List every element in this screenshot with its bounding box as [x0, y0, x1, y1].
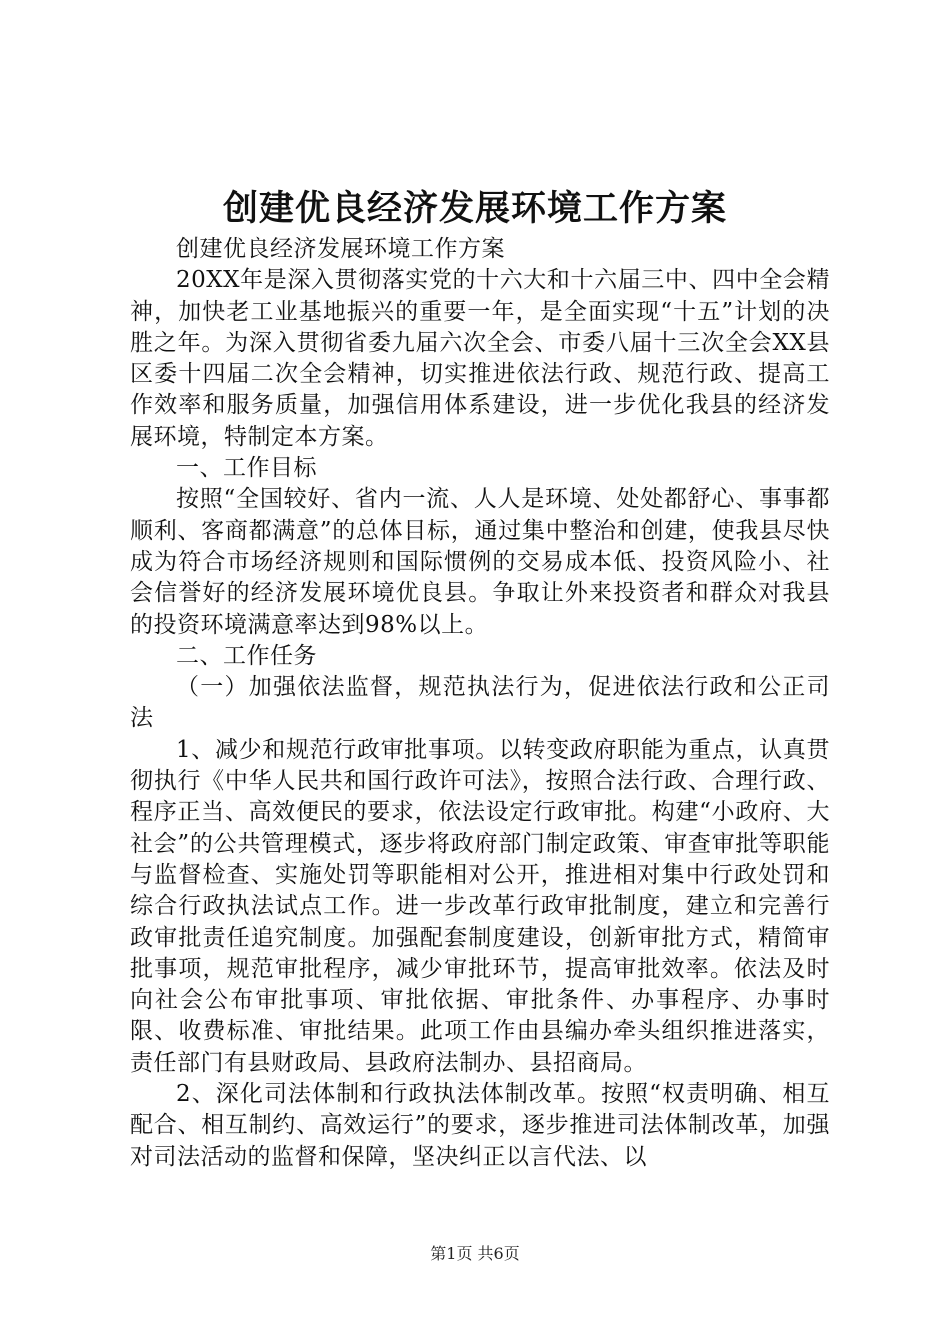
document-title: 创建优良经济发展环境工作方案 [222, 188, 727, 229]
paragraph-goals: 按照“全国较好、省内一流、人人是环境、处处都舒心、事事都顺利、客商都满意”的总体目标，通过集中整治和创建，使我县尽快成为符合市场经济规则和国际惯例的交易成本低、投资风险小、社会信誉好的经济发展环境优良县。争取让外来投资者和群众对我县的投资环境满意率达到98%以上。 [130, 486, 830, 638]
subsection-heading-supervision: （一）加强依法监督，规范执法行为，促进依法行政和公正司法 [130, 674, 830, 732]
document-body [130, 234, 830, 1173]
page-number-footer: 第1页 共6页 [430, 1244, 520, 1263]
paragraph-task-1: 1、减少和规范行政审批事项。以转变政府职能为重点，认真贯彻执行《中华人民共和国行政许可法》，按照合法行政、合理行政、程序正当、高效便民的要求，依法设定行政审批。构建“小政府、大社会”的公共管理模式，逐步将政府部门制定政策、审查审批等职能与监督检查、实施处罚等职能相对公开，推进相对集中行政处罚和综合行政执法试点工作。进一步改革行政审批制度，建立和完善行政审批责任追究制度。加强配套制度建设，创新审批方式，精简审批事项，规范审批程序，减少审批环节，提高审批效率。依法及时向社会公布审批事项、审批依据、审批条件、办事程序、办事时限、收费标准、审批结果。此项工作由县编办牵头组织推进落实，责任部门有县财政局、县政府法制办、县招商局。 [130, 736, 830, 1076]
section-heading-tasks: 二、工作任务 [176, 642, 317, 669]
section-heading-goals: 一、工作目标 [176, 455, 317, 482]
paragraph-intro: 20XX年是深入贯彻落实党的十六大和十六届三中、四中全会精神，加快老工业基地振兴的重要一年，是全面实现“十五”计划的决胜之年。为深入贯彻省委九届六次全会、市委八届十三次全会XX县区委十四届二次全会精神，切实推进依法行政、规范行政、提高工作效率和服务质量，加强信用体系建设，进一步优化我县的经济发展环境，特制定本方案。 [130, 267, 830, 450]
paragraph-subtitle: 创建优良经济发展环境工作方案 [176, 236, 505, 262]
paragraph-task-2: 2、深化司法体制和行政执法体制改革。按照“权责明确、相互配合、相互制约、高效运行”的要求，逐步推进司法体制改革，加强对司法活动的监督和保障，坚决纠正以言代法、以 [130, 1081, 830, 1170]
